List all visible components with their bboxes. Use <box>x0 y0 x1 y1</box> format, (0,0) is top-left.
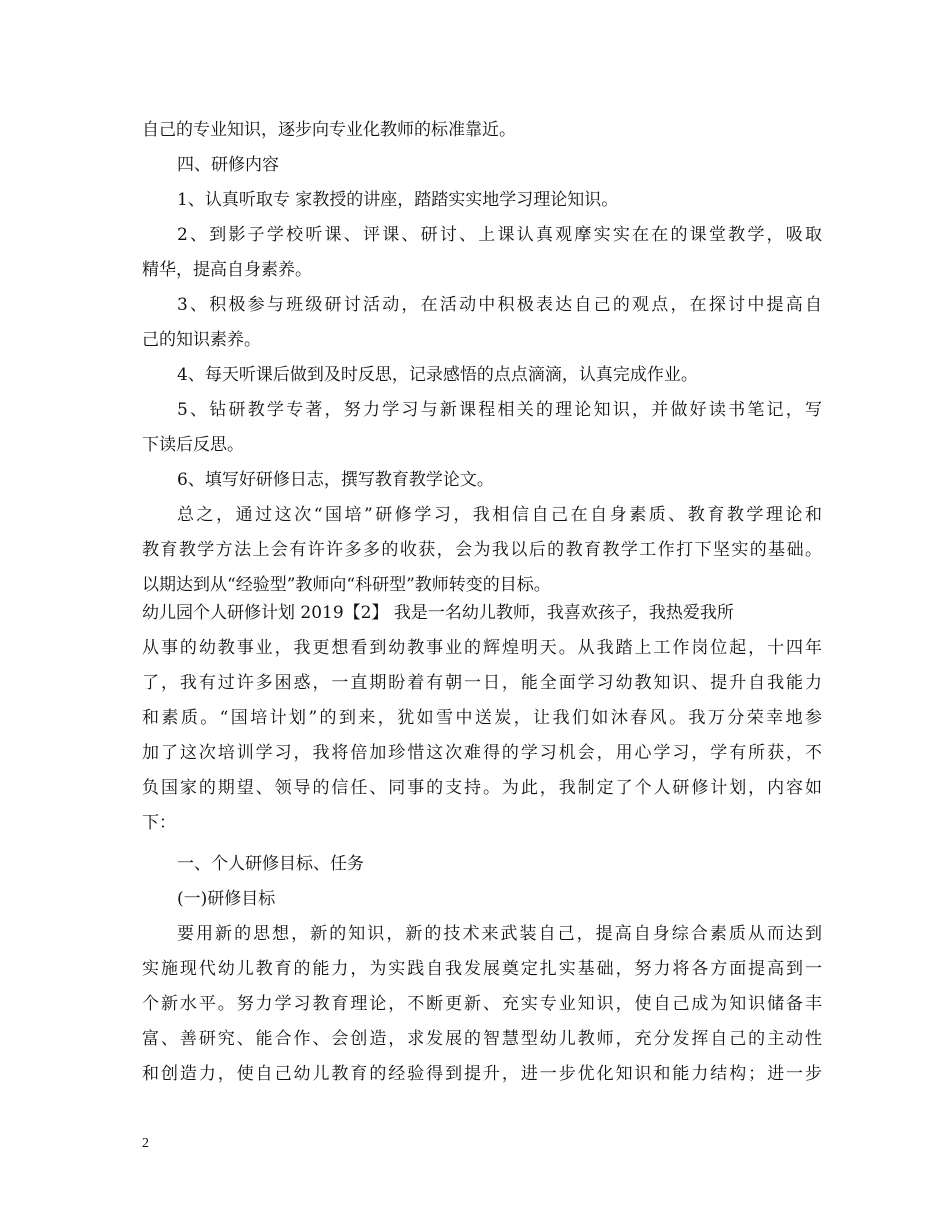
article-title-line: 幼儿园个人研修计划 2019【2】 我是一名幼儿教师，我喜欢孩子，我热爱我所 <box>142 603 734 623</box>
text-line: 个新水平。努力学习教育理论，不断更新、充实专业知识，使自己成为知识储备丰 <box>142 994 822 1014</box>
text-line: 己的知识素养。 <box>142 330 261 350</box>
list-item: 1、认真听取专 家教授的讲座，踏踏实实地学习理论知识。 <box>177 190 619 210</box>
text-line: 实施现代幼儿教育的能力，为实践自我发展奠定扎实基础，努力将各方面提高到一 <box>142 959 822 979</box>
text-line: 以期达到从“经验型”教师向“科研型”教师转变的目标。 <box>142 575 551 595</box>
list-item: 3、积极参与班级研讨活动，在活动中积极表达自己的观点，在探讨中提高自 <box>177 295 822 315</box>
paragraph-line: 要用新的思想，新的知识，新的技术来武装自己，提高自身综合素质从而达到 <box>177 924 822 944</box>
section-heading: 四、研修内容 <box>177 155 279 175</box>
list-item: 2、到影子学校听课、评课、研讨、上课认真观摩实实在在的课堂教学，吸取 <box>177 225 822 245</box>
text-line: 下读后反思。 <box>142 435 244 455</box>
text-line: 教育教学方法上会有许许多多的收获，会为我以后的教育教学工作打下坚实的基础。 <box>142 540 822 560</box>
text-line: 下： <box>142 813 176 833</box>
text-line: 精华，提高自身素养。 <box>142 260 312 280</box>
list-item: 5、钻研教学专著，努力学习与新课程相关的理论知识，并做好读书笔记，写 <box>177 400 822 420</box>
section-heading: 一、个人研修目标、任务 <box>177 854 364 874</box>
text-line: 富、善研究、能合作、会创造，求发展的智慧型幼儿教师，充分发挥自己的主动性 <box>142 1029 822 1049</box>
paragraph-line: 总之，通过这次“国培”研修学习，我相信自己在自身素质、教育教学理论和 <box>177 505 822 525</box>
text-line: 加了这次培训学习，我将倍加珍惜这次难得的学习机会，用心学习，学有所获，不 <box>142 743 822 763</box>
list-item: 6、填写好研修日志，撰写教育教学论文。 <box>177 470 494 490</box>
text-line: 负国家的期望、领导的信任、同事的支持。为此，我制定了个人研修计划，内容如 <box>142 778 822 798</box>
text-line: 和素质。“国培计划”的到来，犹如雪中送炭，让我们如沐春风。我万分荣幸地参 <box>142 708 822 728</box>
sub-heading: (一)研修目标 <box>177 889 276 909</box>
list-item: 4、每天听课后做到及时反思，记录感悟的点点滴滴，认真完成作业。 <box>177 365 698 385</box>
page-number: 2 <box>142 1136 149 1151</box>
text-line: 了，我有过许多困惑，一直期盼着有朝一日，能全面学习幼教知识、提升自我能力 <box>142 673 822 693</box>
text-line: 和创造力，使自己幼儿教育的经验得到提升，进一步优化知识和能力结构；进一步 <box>142 1064 822 1084</box>
text-line: 自己的专业知识，逐步向专业化教师的标准靠近。 <box>142 120 516 140</box>
text-line: 从事的幼教事业，我更想看到幼教事业的辉煌明天。从我踏上工作岗位起，十四年 <box>142 638 822 658</box>
